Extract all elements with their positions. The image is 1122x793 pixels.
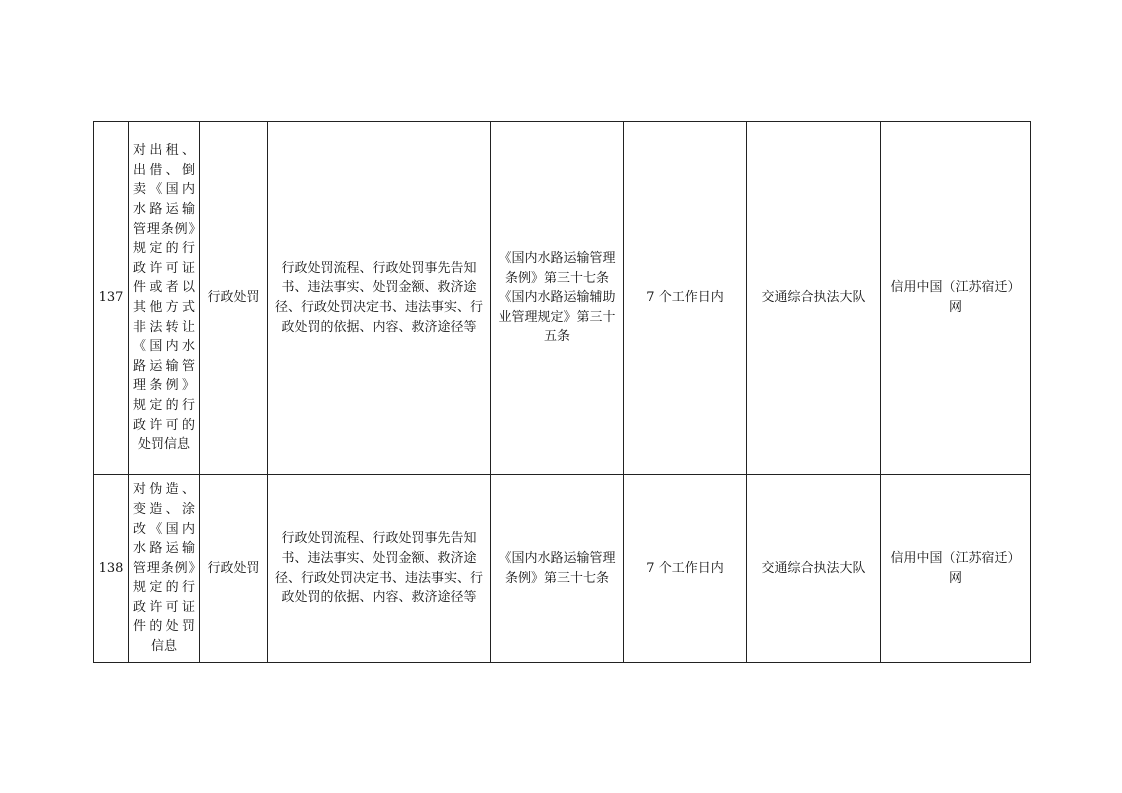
disclosure-content: 行政处罚流程、行政处罚事先告知书、违法事实、处罚金额、救济途径、行政处罚决定书、违法事实、行政处罚的依据、内容、救济途径等 (268, 475, 491, 663)
responsible-department: 交通综合执法大队 (747, 122, 881, 475)
table-row (94, 122, 1031, 475)
item-type: 行政处罚 (200, 475, 268, 663)
legal-basis: 《国内水路运输管理条例》第三十七条 (491, 475, 624, 663)
row-number: 138 (94, 475, 129, 663)
item-name: 对出租、出借、倒卖《国内水路运输管理条例》规定的行政许可证件或者以其他方式非法转让《国内水路运输管理条例》规定的行政许可的处罚信息 (129, 122, 200, 475)
time-limit: 7 个工作日内 (624, 122, 747, 475)
row-number: 137 (94, 122, 129, 475)
responsible-department: 交通综合执法大队 (747, 475, 881, 663)
disclosure-table (93, 121, 1031, 663)
time-limit: 7 个工作日内 (624, 475, 747, 663)
item-name: 对伪造、变造、涂改《国内水路运输管理条例》规定的行政许可证件的处罚信息 (129, 475, 200, 663)
disclosure-content: 行政处罚流程、行政处罚事先告知书、违法事实、处罚金额、救济途径、行政处罚决定书、违法事实、行政处罚的依据、内容、救济途径等 (268, 122, 491, 475)
item-type: 行政处罚 (200, 122, 268, 475)
disclosure-channel: 信用中国（江苏宿迁）网 (881, 122, 1031, 475)
disclosure-channel: 信用中国（江苏宿迁）网 (881, 475, 1031, 663)
table-row (94, 475, 1031, 663)
legal-basis: 《国内水路运输管理条例》第三十七条《国内水路运输辅助业管理规定》第三十五条 (491, 122, 624, 475)
